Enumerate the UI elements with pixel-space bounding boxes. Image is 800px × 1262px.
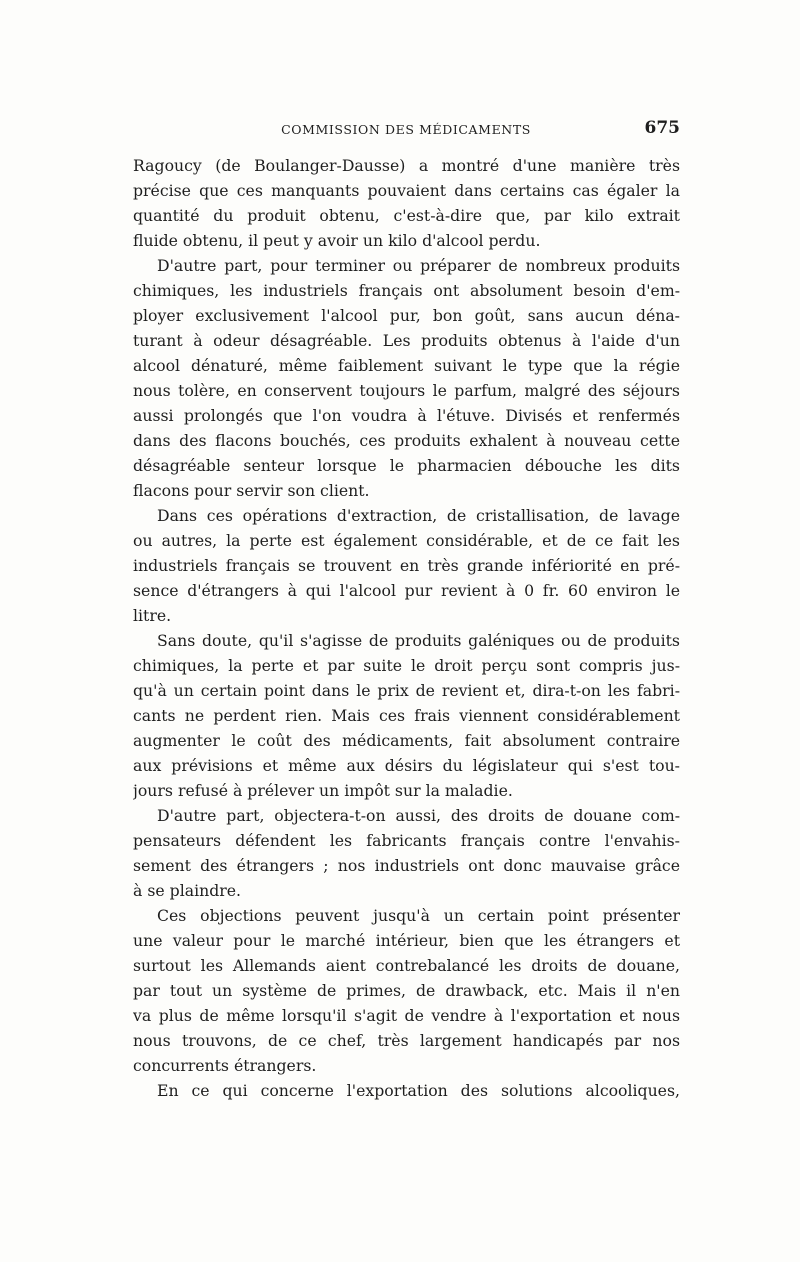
text-line: Ces objections peuvent jusqu'à un certain point présenter xyxy=(157,906,680,925)
text-line: sement des étrangers ; nos industriels ont donc mauvaise grâce xyxy=(133,856,680,875)
text-line: Dans ces opérations d'extraction, de cristallisation, de lavage xyxy=(157,506,680,525)
text-line: industriels français se trouvent en très grande infériorité en pré- xyxy=(133,556,680,575)
running-title: COMMISSION DES MÉDICAMENTS xyxy=(281,122,531,137)
text-line: En ce qui concerne l'exportation des solutions alcooliques, xyxy=(157,1081,680,1100)
text-line: chimiques, la perte et par suite le droit perçu sont compris jus- xyxy=(133,656,680,675)
text-line: cants ne perdent rien. Mais ces frais viennent considérablement xyxy=(133,706,680,725)
text-line: litre. xyxy=(133,606,172,625)
text-line: D'autre part, pour terminer ou préparer de nombreux produits xyxy=(157,256,680,275)
text-line: quantité du produit obtenu, c'est-à-dire que, par kilo extrait xyxy=(133,206,680,225)
text-line: surtout les Allemands aient contrebalancé les droits de douane, xyxy=(133,956,680,975)
text-line: jours refusé à prélever un impôt sur la maladie. xyxy=(133,781,513,800)
text-line: alcool dénaturé, même faiblement suivant le type que la régie xyxy=(133,356,680,375)
text-line: sence d'étrangers à qui l'alcool pur revient à 0 fr. 60 environ le xyxy=(133,581,680,600)
text-line: chimiques, les industriels français ont absolument besoin d'em- xyxy=(133,281,680,300)
text-line: précise que ces manquants pouvaient dans certains cas égaler la xyxy=(133,181,680,200)
text-line: D'autre part, objectera-t-on aussi, des droits de douane com- xyxy=(157,806,680,825)
text-line: dans des flacons bouchés, ces produits exhalent à nouveau cette xyxy=(133,431,680,450)
text-line: va plus de même lorsqu'il s'agit de vendre à l'exportation et nous xyxy=(133,1006,680,1025)
text-line: une valeur pour le marché intérieur, bien que les étrangers et xyxy=(133,931,680,950)
text-line: fluide obtenu, il peut y avoir un kilo d'alcool perdu. xyxy=(133,231,541,250)
text-line: aux prévisions et même aux désirs du législateur qui s'est tou- xyxy=(133,756,680,775)
text-line: pensateurs défendent les fabricants français contre l'envahis- xyxy=(133,831,680,850)
text-line: à se plaindre. xyxy=(133,881,242,900)
text-line: augmenter le coût des médicaments, fait absolument contraire xyxy=(133,731,680,750)
body-text xyxy=(133,153,680,1103)
text-line: aussi prolongés que l'on voudra à l'étuve. Divisés et renfermés xyxy=(133,406,680,425)
text-line: nous trouvons, de ce chef, très largement handicapés par nos xyxy=(133,1031,680,1050)
text-line: flacons pour servir son client. xyxy=(133,481,370,500)
page-number: 675 xyxy=(644,118,680,138)
text-line: désagréable senteur lorsque le pharmacien débouche les dits xyxy=(133,456,680,475)
text-line: par tout un système de primes, de drawback, etc. Mais il n'en xyxy=(133,981,680,1000)
text-line: Sans doute, qu'il s'agisse de produits galéniques ou de produits xyxy=(157,631,680,650)
text-line: turant à odeur désagréable. Les produits obtenus à l'aide d'un xyxy=(133,331,680,350)
text-line: concurrents étrangers. xyxy=(133,1056,317,1075)
text-line: ou autres, la perte est également considérable, et de ce fait les xyxy=(133,531,680,550)
text-line: nous tolère, en conservent toujours le parfum, malgré des séjours xyxy=(133,381,680,400)
running-head xyxy=(132,118,680,142)
text-line: ployer exclusivement l'alcool pur, bon goût, sans aucun déna- xyxy=(133,306,680,325)
text-line: Ragoucy (de Boulanger-Dausse) a montré d'une manière très xyxy=(133,156,680,175)
text-line: qu'à un certain point dans le prix de revient et, dira-t-on les fabri- xyxy=(133,681,680,700)
